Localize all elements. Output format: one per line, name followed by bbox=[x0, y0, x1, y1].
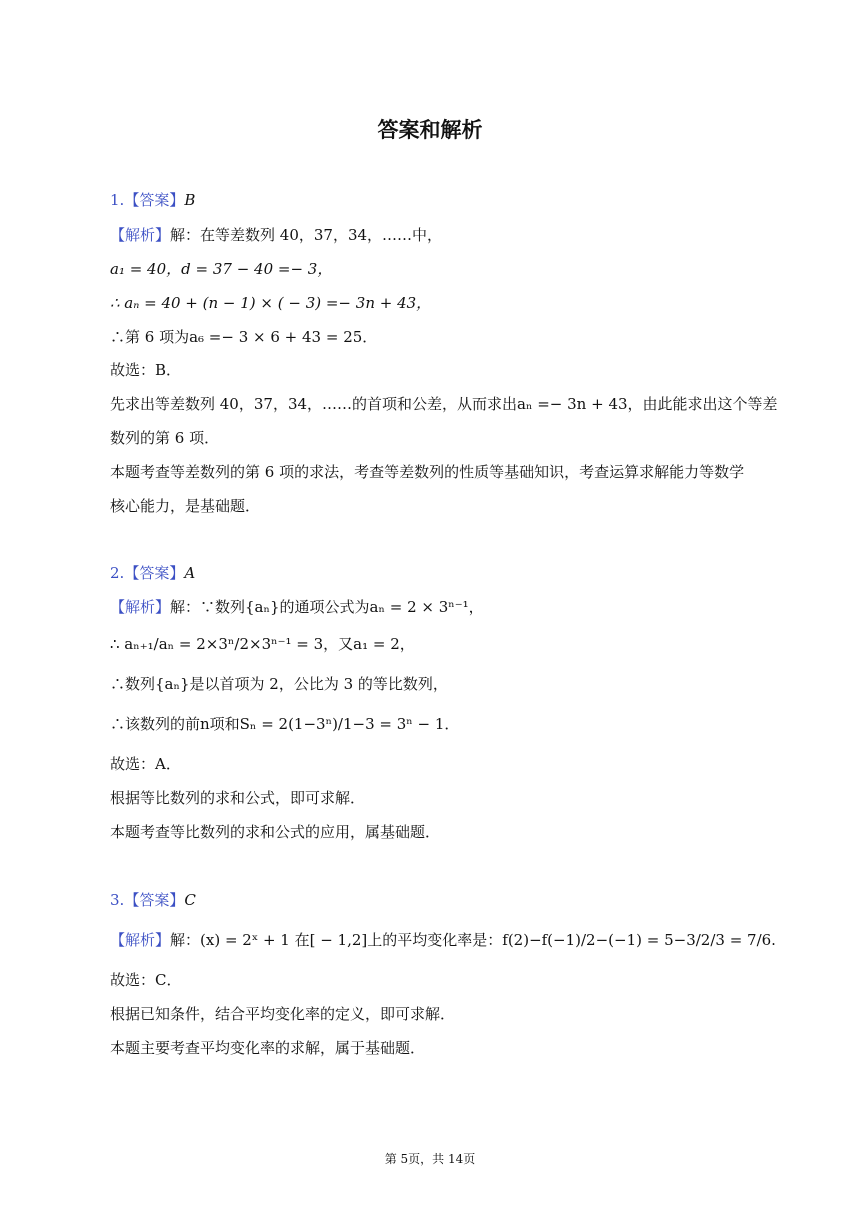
q2-text-5: 故选：A． bbox=[110, 755, 181, 773]
q1-text-3: ∴ aₙ = 40 + (n − 1) × ( − 3) =− 3n + 43， bbox=[110, 294, 432, 312]
q2-answer-line bbox=[110, 563, 195, 583]
q3-number: 3. bbox=[110, 891, 125, 909]
q1-answer-line bbox=[110, 190, 195, 210]
page-footer: 第 5页，共 14页 bbox=[384, 1152, 476, 1166]
q3-text-1: 解：(x) = 2ˣ + 1 在[ − 1,2]上的平均变化率是：f(2)−f(−1)/2−(−1) = 5−3/2/3 = 7/6. bbox=[170, 931, 776, 949]
q2-text-6: 根据等比数列的求和公式，即可求解． bbox=[110, 789, 366, 807]
q2-analysis-tag: 【解析】 bbox=[110, 598, 171, 616]
q1-text-7: 数列的第 6 项． bbox=[110, 429, 220, 447]
q3-analysis-line-1 bbox=[110, 930, 776, 950]
q2-answer-tag: 【答案】 bbox=[124, 564, 185, 582]
q1-text-1: 解：在等差数列 40，37，34，……中， bbox=[170, 226, 443, 244]
q1-text-4: ∴第 6 项为a₆ =− 3 × 6 + 43 = 25． bbox=[110, 328, 378, 346]
q1-text-9: 核心能力，是基础题． bbox=[110, 497, 261, 515]
q3-answer-line bbox=[110, 890, 196, 910]
q1-analysis-tag: 【解析】 bbox=[110, 226, 171, 244]
q2-text-3: ∴数列{aₙ}是以首项为 2，公比为 3 的等比数列， bbox=[110, 675, 448, 693]
q1-text-2: a₁ = 40，d = 37 − 40 =− 3， bbox=[110, 260, 333, 278]
q2-text-2: ∴ aₙ₊₁/aₙ = 2×3ⁿ/2×3ⁿ⁻¹ = 3，又a₁ = 2， bbox=[110, 635, 415, 653]
q2-number: 2. bbox=[110, 564, 125, 582]
q1-analysis-line-1 bbox=[110, 225, 442, 245]
q2-answer: A bbox=[184, 564, 196, 582]
q2-text-7: 本题考查等比数列的求和公式的应用，属基础题． bbox=[110, 823, 441, 841]
q1-answer-tag: 【答案】 bbox=[124, 191, 185, 209]
page-title: 答案和解析 bbox=[377, 117, 483, 142]
q2-text-1: 解：∵数列{aₙ}的通项公式为aₙ = 2 × 3ⁿ⁻¹， bbox=[170, 598, 484, 616]
q3-answer-tag: 【答案】 bbox=[124, 891, 185, 909]
q1-text-8: 本题考查等差数列的第 6 项的求法，考查等差数列的性质等基础知识，考查运算求解能力等数学 bbox=[110, 463, 745, 481]
q3-text-3: 根据已知条件，结合平均变化率的定义，即可求解． bbox=[110, 1005, 456, 1023]
q1-answer: B bbox=[184, 191, 196, 209]
q3-text-4: 本题主要考查平均变化率的求解，属于基础题． bbox=[110, 1039, 426, 1057]
q1-text-6: 先求出等差数列 40，37，34，……的首项和公差，从而求出aₙ =− 3n + 43，由此能求出这个等差 bbox=[110, 395, 778, 413]
q3-analysis-tag: 【解析】 bbox=[110, 931, 171, 949]
q3-answer: C bbox=[184, 891, 196, 909]
q3-text-2: 故选：C． bbox=[110, 971, 182, 989]
q1-number: 1. bbox=[110, 191, 125, 209]
q2-analysis-line-1 bbox=[110, 597, 484, 617]
q1-text-5: 故选：B． bbox=[110, 361, 182, 379]
q2-text-4: ∴该数列的前n项和Sₙ = 2(1−3ⁿ)/1−3 = 3ⁿ − 1． bbox=[110, 715, 460, 733]
